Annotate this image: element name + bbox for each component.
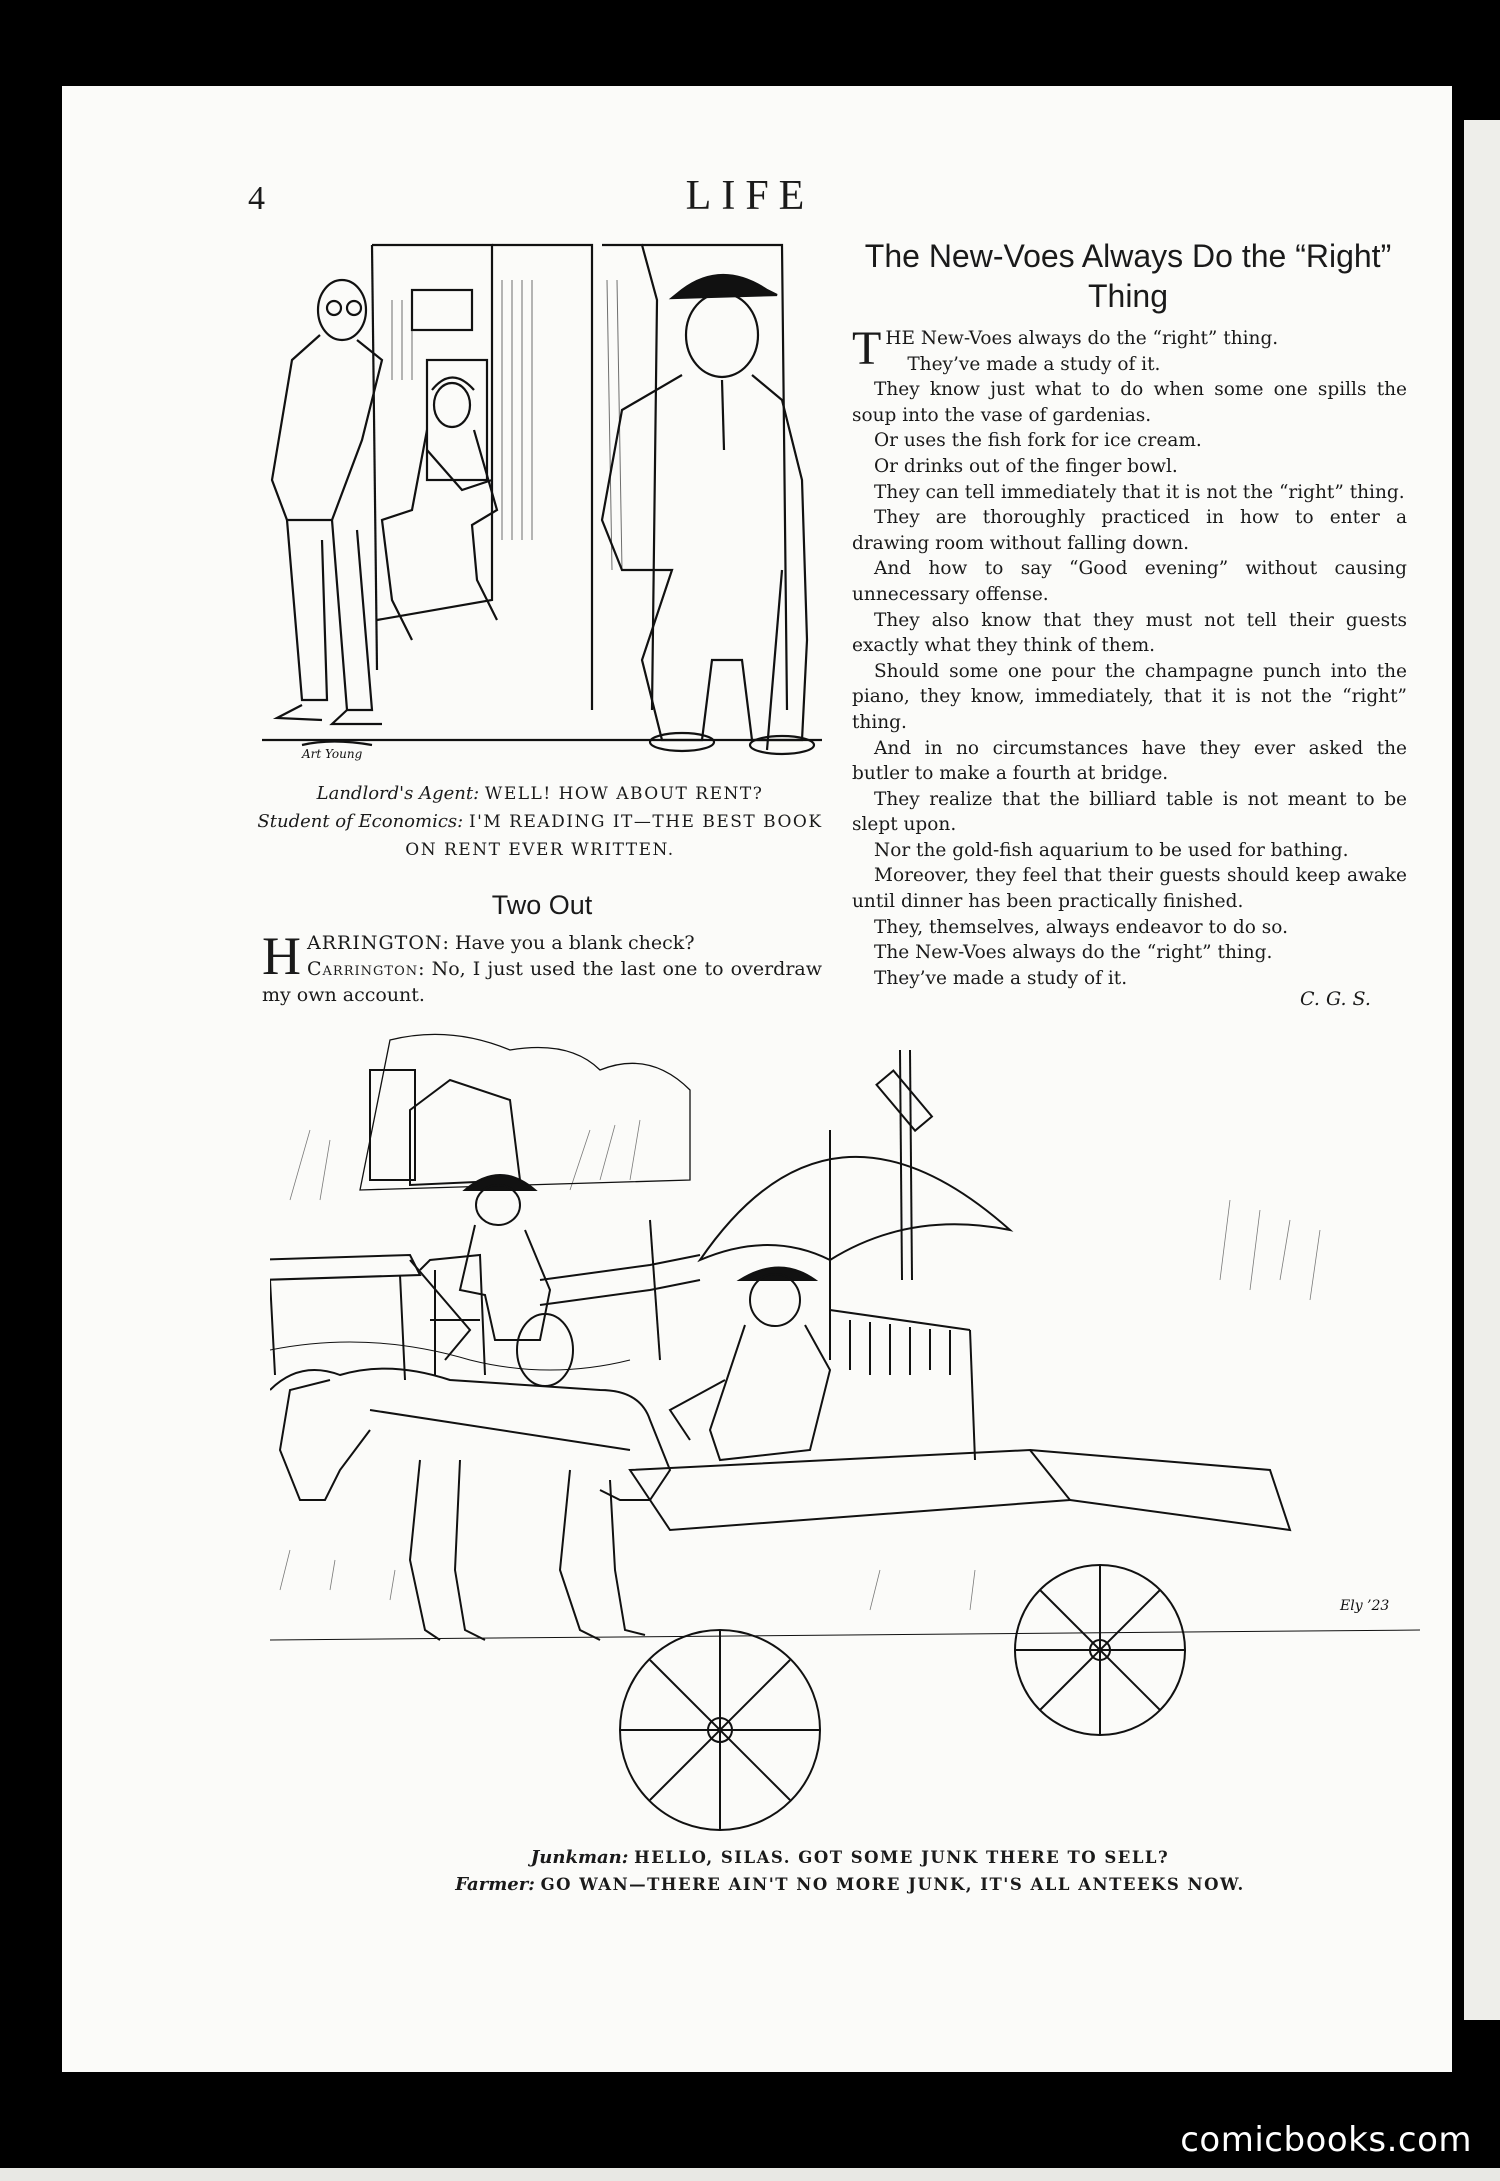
caption2-speaker-2: Farmer: (455, 1874, 535, 1895)
caption2-text-2: GO WAN—THERE AIN'T NO MORE JUNK, IT'S ALL ANTEEKS NOW. (540, 1875, 1245, 1894)
poem-line: They are thoroughly practiced in how to enter a drawing room without falling down. (852, 507, 1407, 554)
caption2-line-1 (300, 1844, 1400, 1871)
masthead: LIFE (685, 173, 815, 219)
cartoon-junkman-illustration (270, 1030, 1420, 1840)
caption2-speaker-1: Junkman: (530, 1847, 629, 1868)
cartoon1-caption (240, 780, 840, 864)
page-number: 4 (248, 180, 265, 217)
poem-line-0: HE New-Voes always do the “right” thing. (885, 328, 1279, 349)
poem-title: The New-Voes Always Do the “Right” Thing (864, 238, 1392, 314)
poem-line: Should some one pour the champagne punch into the piano, they know, immediately, that it is not the “right” thing. (852, 660, 1407, 733)
poem-line: And how to say “Good evening” without causing unnecessary offense. (852, 558, 1407, 605)
caption1-text-1: WELL! HOW ABOUT RENT? (484, 784, 764, 804)
poem-line: Or drinks out of the finger bowl. (874, 455, 1178, 477)
caption2-line-2 (300, 1871, 1400, 1898)
cartoon-landlord-agent-illustration (262, 240, 822, 770)
poem-drop-cap: T (852, 322, 882, 375)
adjacent-page-edge (1464, 120, 1500, 2020)
poem-body (852, 322, 1407, 991)
cartoon2-signature: Ely ’23 (1340, 1598, 1390, 1614)
poem-line: They know just what to do when some one spills the soup into the vase of gardenias. (852, 379, 1407, 426)
caption1-line-1 (240, 780, 840, 808)
poem-signature: C. G. S. (1300, 988, 1371, 1010)
poem-line: And in no circumstances have they ever asked the butler to make a fourth at bridge. (852, 737, 1407, 785)
caption1-text-2: I'M READING IT—THE BEST BOOK ON RENT EVER WRITTEN. (405, 812, 823, 860)
poem-line: They’ve made a study of it. (874, 967, 1128, 989)
poem-line: Moreover, they feel that their guests should keep awake until dinner has been practically finished. (852, 865, 1407, 913)
two-out-speaker-2: Carrington (307, 958, 419, 980)
caption1-speaker-1: Landlord's Agent: (316, 783, 480, 804)
watermark: comicbooks.com (1180, 2120, 1472, 2160)
poem-line: Nor the gold-fish aquarium to be used for bathing. (874, 839, 1349, 861)
poem-line: They also know that they must not tell their guests exactly what they think of them. (852, 609, 1407, 657)
poem-line: They realize that the billiard table is not meant to be slept upon. (852, 788, 1407, 836)
two-out-line-2: : No, I just used the last one to overdraw my own account. (262, 958, 822, 1006)
caption1-line-2 (240, 808, 840, 864)
poem-line: The New-Voes always do the “right” thing. (874, 942, 1273, 964)
two-out-line-1: : Have you a blank check? (442, 932, 695, 954)
two-out-title: Two Out (491, 890, 593, 920)
two-out-drop-cap: H (262, 926, 301, 986)
poem-line: They can tell immediately that it is not the “right” thing. (874, 481, 1405, 503)
caption1-speaker-2: Student of Economics: (257, 811, 464, 832)
caption2-text-1: HELLO, SILAS. GOT SOME JUNK THERE TO SELL? (634, 1848, 1170, 1867)
poem-line: They, themselves, always endeavor to do so. (874, 916, 1288, 938)
poem-line: They’ve made a study of it. (907, 353, 1161, 375)
cartoon2-caption (300, 1844, 1400, 1898)
cartoon1-signature: Art Young (302, 747, 363, 761)
poem-line: Or uses the fish fork for ice cream. (874, 430, 1202, 452)
two-out-text (262, 926, 822, 1008)
bottom-edge (0, 2168, 1500, 2181)
two-out-speaker-1: ARRINGTON (307, 932, 443, 954)
